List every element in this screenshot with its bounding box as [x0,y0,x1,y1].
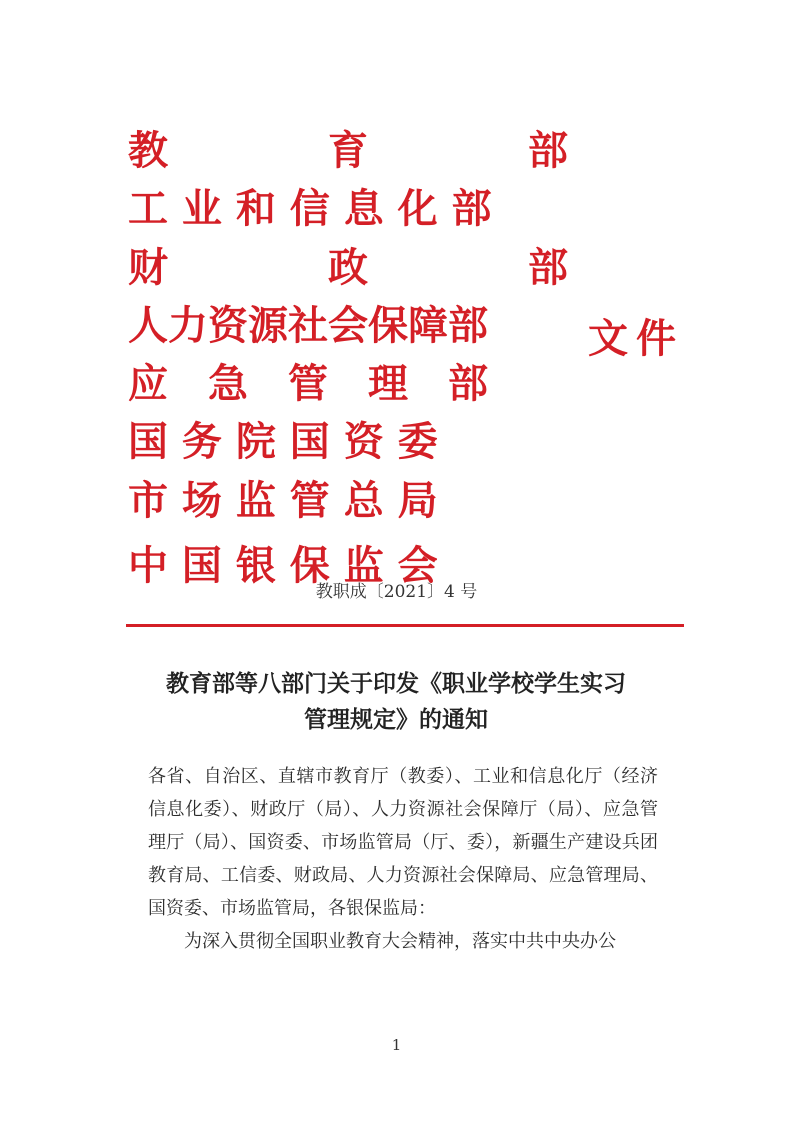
issuer-row-ministry-of-finance: 财 政 部 [128,245,568,291]
document-title-line-2: 管理规定》的通知 [304,706,488,733]
issuer-row-ministry-of-education: 教 育 部 [128,128,568,174]
issuer-row-ministry-of-human-resources: 人力资源社会保障部 [128,303,488,349]
body-paragraph: 为深入贯彻全国职业教育大会精神，落实中共中央办公 [184,931,616,952]
issuer-row-ministry-of-emergency-management: 应 急 管 理 部 [128,361,488,407]
page-number: 1 [391,1036,402,1054]
document-header-suffix: 文件 [588,316,684,362]
red-divider-line [126,624,684,627]
document-body [148,760,658,958]
issuer-row-sasac: 国 务 院 国 资 委 [128,419,438,465]
issuer-row-cbirc: 中 国 银 保 监 会 [128,543,438,589]
document-title-line-1: 教育部等八部门关于印发《职业学校学生实习 [166,670,626,697]
document-title [146,666,646,738]
issuer-row-market-regulation: 市 场 监 管 总 局 [128,478,438,524]
document-number: 教职成〔2021〕4 号 [315,582,478,602]
issuing-authorities-header [128,127,688,589]
recipients-paragraph: 各省、自治区、直辖市教育厅（教委）、工业和信息化厅（经济信息化委）、财政厅（局）、人力资源社会保障厅（局）、应急管理厅（局）、国资委、市场监管局（厅、委），新疆生产建设兵团教育局、工信委、财政局、人力资源社会保障局、应急管理局、国资委、市场监管局，各银保监局： [148,766,658,919]
issuer-row-ministry-of-industry: 工 业 和 信 息 化 部 [128,186,492,232]
